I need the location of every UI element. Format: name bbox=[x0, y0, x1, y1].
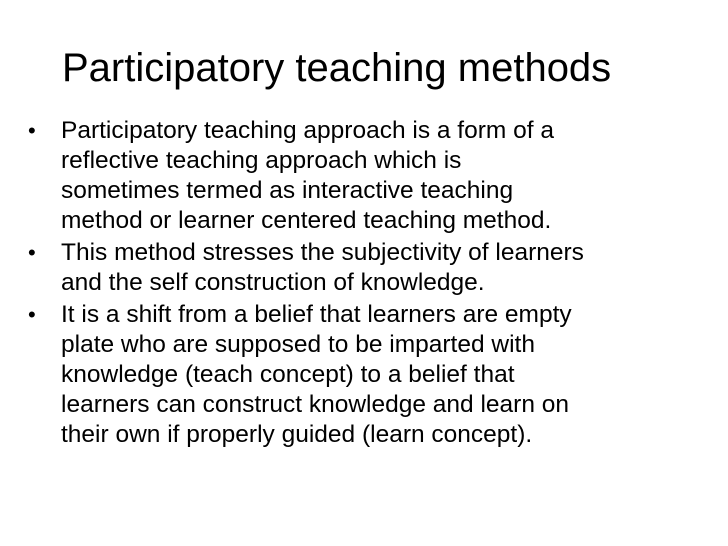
bullet-item-3 bbox=[26, 300, 716, 450]
bullet-line: It is a shift from a belief that learners are empty bbox=[61, 301, 572, 328]
bullet-line: their own if properly guided (learn concept). bbox=[61, 421, 533, 448]
bullet-line: method or learner centered teaching method. bbox=[61, 207, 552, 234]
bullet-icon: • bbox=[28, 240, 36, 265]
bullet-line: This method stresses the subjectivity of learners bbox=[61, 239, 584, 266]
bullet-line: Participatory teaching approach is a form of a bbox=[61, 117, 554, 144]
bullet-line: sometimes termed as interactive teaching bbox=[61, 177, 514, 204]
bullet-line: reflective teaching approach which is bbox=[61, 147, 462, 174]
bullet-icon: • bbox=[28, 118, 36, 143]
bullet-line: knowledge (teach concept) to a belief that bbox=[61, 361, 515, 388]
bullet-line: and the self construction of knowledge. bbox=[61, 269, 485, 296]
bullet-icon: • bbox=[28, 302, 36, 327]
bullet-item-1 bbox=[26, 116, 716, 236]
bullet-line: plate who are supposed to be imparted with bbox=[61, 331, 535, 358]
slide-title: Participatory teaching methods bbox=[62, 46, 612, 90]
bullet-item-2 bbox=[26, 238, 716, 298]
bullet-line: learners can construct knowledge and learn on bbox=[61, 391, 570, 418]
bullet-list bbox=[26, 116, 716, 452]
